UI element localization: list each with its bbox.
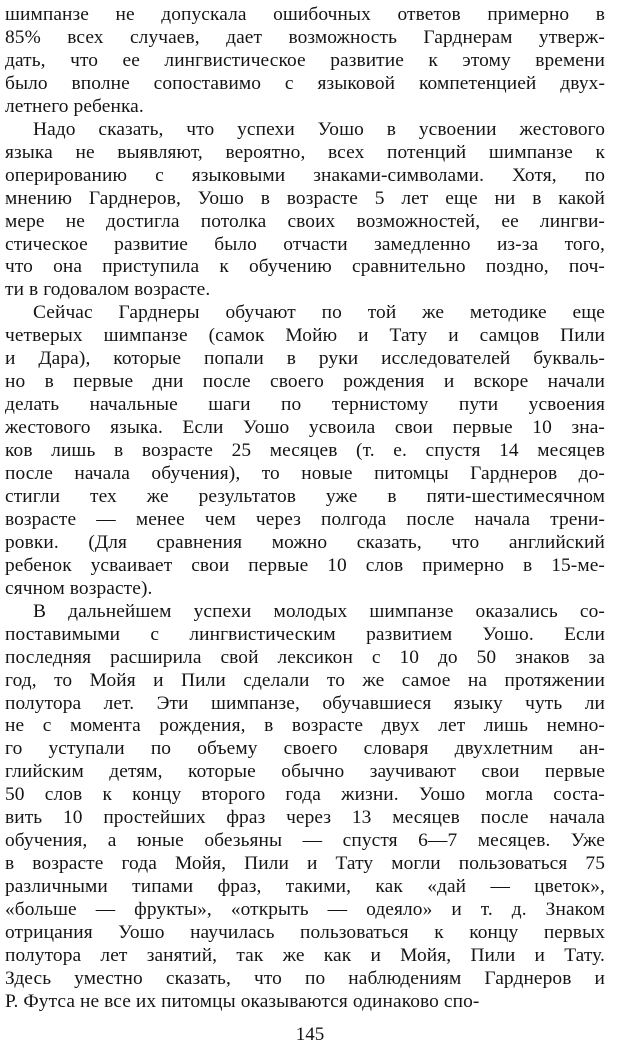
text-line: но в первые дни после своего рождения и вскоре начали	[5, 371, 605, 393]
text-line: полутора лет. Эти шимпанзе, обучавшиеся языку чуть ли	[5, 692, 605, 714]
text-line: 50 слов к концу второго года жизни. Уошо могла соста-	[5, 784, 605, 806]
text-line: после начала обучения), то новые питомцы Гарднеров до-	[5, 463, 605, 484]
text-line: и Дара), которые попали в руки исследователей букваль-	[5, 348, 605, 370]
text-line: 85% всех случаев, дает возможность Гарднерам утверж-	[5, 26, 605, 48]
text-line: делать начальные шаги по тернистому пути усвоения	[5, 394, 605, 416]
text-line: полутора лет занятий, так же как и Мойя, Пили и Тату.	[5, 944, 605, 966]
text-line: дать, что ее лингвистическое развитие к этому времени	[5, 49, 605, 71]
text-line: жестового языка. Если Уошо усвоила свои первые 10 зна-	[5, 417, 605, 439]
text-line: Сейчас Гарднеры обучают по той же методике еще	[33, 302, 605, 324]
text-line: ти в годовалом возрасте.	[5, 279, 211, 301]
text-line: ков лишь в возрасте 25 месяцев (т. е. спустя 14 месяцев	[5, 440, 605, 462]
text-line: оперированию с языковыми знаками-символами. Хотя, по	[5, 164, 605, 186]
text-line: вить 10 простейших фраз через 13 месяцев после начала	[5, 807, 605, 829]
text-line: летнего ребенка.	[5, 95, 144, 117]
text-line: Надо сказать, что успехи Уошо в усвоении жестового	[33, 118, 605, 140]
text-line: отрицания Уошо научилась пользоваться к концу первых	[5, 922, 605, 943]
text-line: ребенок усваивает свои первые 10 слов примерно в 15-ме-	[5, 554, 605, 576]
text-line: мнению Гарднеров, Уошо в возрасте 5 лет еще ни в какой	[5, 187, 605, 209]
text-line: четверых шимпанзе (самок Мойю и Тату и самцов Пили	[5, 325, 605, 347]
text-line: сячном возрасте).	[5, 577, 153, 599]
page-number: 145	[295, 1024, 325, 1045]
text-line: год, то Мойя и Пили сделали то же самое на протяжении	[5, 669, 605, 691]
text-line: глийским детям, которые обычно заучивают свои первые	[5, 761, 605, 783]
text-line: что она приступила к обучению сравнительно поздно, поч-	[5, 256, 605, 278]
text-line: обучения, а юные обезьяны — спустя 6—7 месяцев. Уже	[5, 830, 605, 852]
text-line: стическое развитие было отчасти замедленно из-за того,	[5, 233, 605, 255]
text-line: было вполне сопоставимо с языковой компетенцией двух-	[5, 72, 605, 94]
text-line: Р. Футса не все их питомцы оказываются одинаково спо-	[5, 990, 480, 1012]
text-line: шимпанзе не допускала ошибочных ответов примерно в	[5, 4, 605, 25]
text-line: го уступали по объему своего словаря двухлетним ан-	[5, 738, 605, 760]
text-line: не с момента рождения, в возрасте двух лет лишь немно-	[5, 715, 605, 737]
text-line: Здесь уместно сказать, что по наблюдениям Гарднеров и	[5, 967, 605, 989]
text-line: поставимыми с лингвистическим развитием Уошо. Если	[5, 623, 605, 645]
text-line: в возрасте года Мойя, Пили и Тату могли пользоваться 75	[5, 853, 605, 875]
text-line: мере не достигла потолка своих возможностей, ее лингви-	[5, 210, 605, 232]
text-line: стигли тех же результатов уже в пяти-шестимесячном	[5, 485, 605, 507]
text-line: последняя расширила свой лексикон с 10 до 50 знаков за	[5, 646, 605, 668]
text-line: возрасте — менее чем через полгода после начала трени-	[5, 508, 605, 530]
text-line: В дальнейшем успехи молодых шимпанзе оказались со-	[33, 600, 605, 622]
text-line: ровки. (Для сравнения можно сказать, что английский	[5, 531, 605, 553]
text-line: «больше — фрукты», «открыть — одеяло» и т. д. Знаком	[5, 899, 605, 921]
text-line: различными типами фраз, такими, как «дай — цветок»,	[5, 876, 605, 898]
text-line: языка не выявляют, вероятно, всех потенций шимпанзе к	[5, 141, 605, 163]
